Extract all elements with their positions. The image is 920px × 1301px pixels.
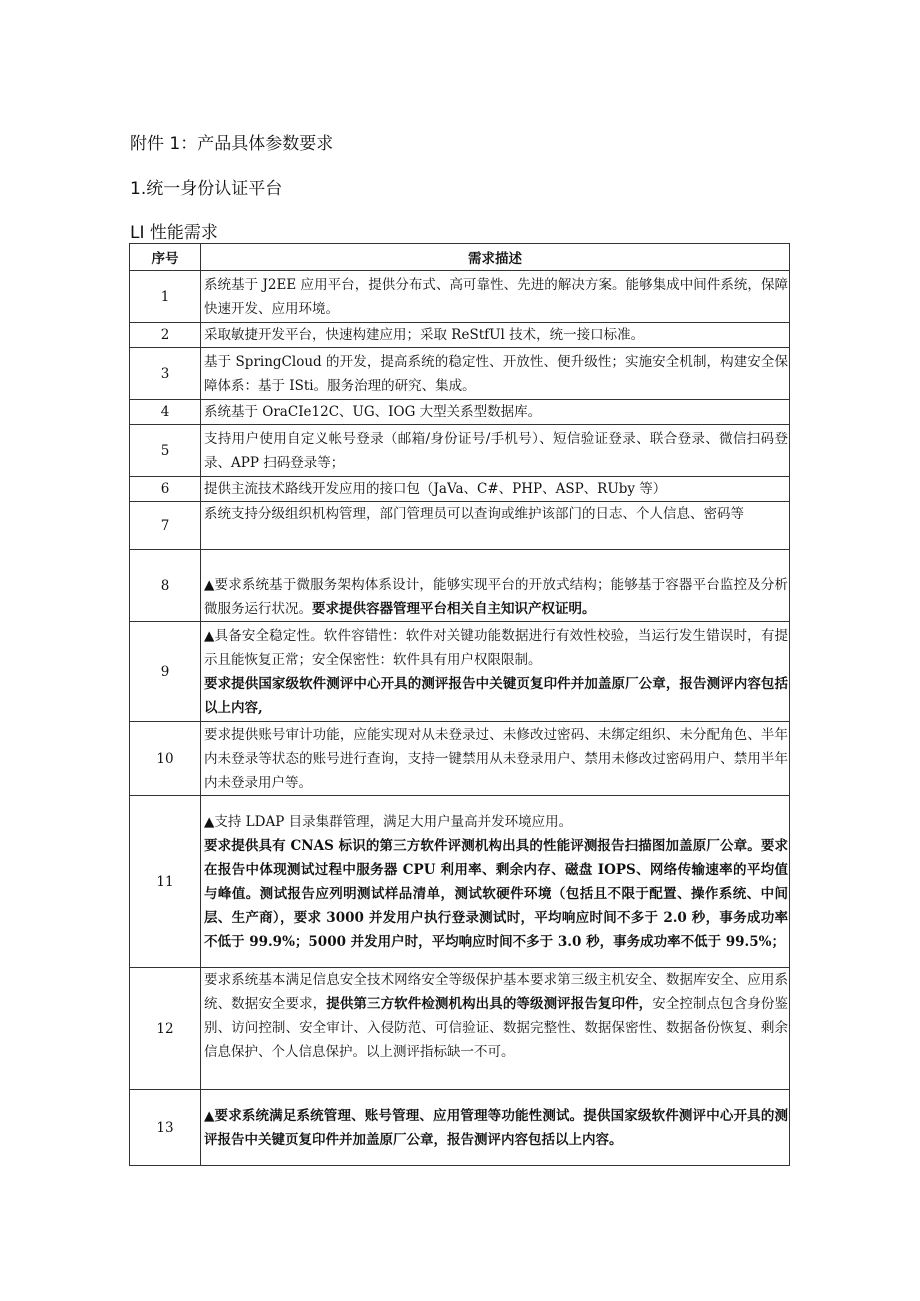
row-description bbox=[201, 1090, 790, 1166]
table-row bbox=[130, 622, 790, 722]
table-row bbox=[130, 477, 790, 502]
bold-requirement-text: 要求提供容器管理平台相关自主知识产权证明。 bbox=[312, 601, 596, 617]
row-number: 10 bbox=[130, 722, 201, 796]
table-row bbox=[130, 502, 790, 550]
bold-requirement-text: 要求提供具有 CNAS 标识的第三方软件评测机构出具的性能评测报告扫描图加盖原厂公章。要求在报告中体现测试过程中服务器 CPU 利用率、剩余内存、磁盘 IOPS、网络传输速率的平均值与峰值。测试报告应列明测试样品清单，测试软硬件环境（包括且不限于配置、操作系统、中间层、生产商），要求 3000 并发用户执行登录测试时，平均响应时间不多于 2.0 秒，事务成功率不低于 99.9%；5000 并发用户时，平均响应时间不多于 3.0 秒，事务成功率不低于 99.5%； bbox=[204, 837, 788, 950]
row-number: 2 bbox=[130, 323, 201, 348]
table-row bbox=[130, 323, 790, 348]
row-number: 4 bbox=[130, 400, 201, 425]
table-row bbox=[130, 1090, 790, 1166]
table-row bbox=[130, 271, 790, 323]
requirement-text: 系统基于 J2EE 应用平台，提供分布式、高可靠性、先进的解决方案。能够集成中间件系统，保障快速开发、应用环境。 bbox=[204, 276, 788, 317]
bold-requirement-text: 要求提供国家级软件测评中心开具的测评报告中关键页复印件并加盖原厂公章，报告测评内容包括以上内容, bbox=[204, 675, 788, 716]
row-number: 3 bbox=[130, 348, 201, 400]
section-title: 1.统一身份认证平台 bbox=[130, 179, 283, 199]
row-description bbox=[201, 502, 790, 550]
row-number: 11 bbox=[130, 796, 201, 968]
row-number: 5 bbox=[130, 425, 201, 477]
requirement-text: 系统支持分级组织机构管理，部门管理员可以查询或维护该部门的日志、个人信息、密码等 bbox=[204, 506, 744, 522]
row-description bbox=[201, 425, 790, 477]
row-number: 9 bbox=[130, 622, 201, 722]
row-description bbox=[201, 400, 790, 425]
row-number: 13 bbox=[130, 1090, 201, 1166]
requirement-text: 安全控制点包含身份鉴别、访问控制、安全审计、入侵防范、可信验证、数据完整性、数据保密性、数据备份恢复、剩余信息保护、个人信息保护。以上测评指标缺一不可。 bbox=[204, 996, 788, 1060]
row-description bbox=[201, 550, 790, 622]
subsection-title: LI 性能需求 bbox=[130, 223, 218, 243]
table-row bbox=[130, 722, 790, 796]
row-description bbox=[201, 722, 790, 796]
row-number: 6 bbox=[130, 477, 201, 502]
table-row bbox=[130, 400, 790, 425]
row-description bbox=[201, 622, 790, 722]
requirements-table bbox=[129, 243, 790, 1166]
table-row bbox=[130, 425, 790, 477]
row-description bbox=[201, 323, 790, 348]
row-description bbox=[201, 477, 790, 502]
requirement-text: 支持用户使用自定义帐号登录（邮箱/身份证号/手机号）、短信验证登录、联合登录、微信扫码登录、APP 扫码登录等； bbox=[204, 430, 788, 471]
table-header-row bbox=[130, 244, 790, 271]
requirement-text: ▲要求系统基于微服务架构体系设计，能够实现平台的开放式结构；能够基于容器平台监控及分析微服务运行状况。 bbox=[204, 577, 788, 617]
requirement-text: 提供主流技术路线开发应用的接口包（JaVa、C#、PHP、ASP、RUby 等） bbox=[204, 481, 667, 497]
row-number: 1 bbox=[130, 271, 201, 323]
requirement-text: 要求提供账号审计功能，应能实现对从未登录过、未修改过密码、未绑定组织、未分配角色、半年内未登录等状态的账号进行查询，支持一键禁用从未登录用户、禁用未修改过密码用户、禁用半年内未登录用户等。 bbox=[204, 726, 788, 791]
row-number: 7 bbox=[130, 502, 201, 550]
requirement-text: 基于 SpringCloud 的开发，提高系统的稳定性、开放性、便升级性；实施安全机制，构建安全保障体系：基于 ISti。服务治理的研究、集成。 bbox=[204, 353, 788, 394]
requirement-text: 系统基于 OraCIe12C、UG、IOG 大型关系型数据库。 bbox=[204, 404, 542, 420]
row-description bbox=[201, 348, 790, 400]
bold-requirement-text: 提供第三方软件检测机构出具的等级测评报告复印件， bbox=[326, 996, 653, 1012]
row-description bbox=[201, 271, 790, 323]
row-number: 12 bbox=[130, 968, 201, 1090]
table-row bbox=[130, 348, 790, 400]
row-description bbox=[201, 796, 790, 968]
requirement-text: 采取敏捷开发平台，快速构建应用；采取 ReStfUl 技术，统一接口标准。 bbox=[204, 327, 645, 343]
table-row bbox=[130, 550, 790, 622]
header-no: 序号 bbox=[130, 244, 201, 271]
requirement-text: ▲具备安全稳定性。软件容错性：软件对关键功能数据进行有效性校验，当运行发生错误时，有提示且能恢复正常；安全保密性：软件具有用户权限限制。 bbox=[204, 627, 788, 668]
table-row bbox=[130, 796, 790, 968]
table-row bbox=[130, 968, 790, 1090]
header-desc: 需求描述 bbox=[201, 244, 790, 271]
row-number: 8 bbox=[130, 550, 201, 622]
requirement-text: ▲支持 LDAP 目录集群管理，满足大用户量高并发环境应用。 bbox=[204, 813, 573, 830]
attachment-title: 附件 1：产品具体参数要求 bbox=[130, 134, 334, 154]
row-description bbox=[201, 968, 790, 1090]
bold-requirement-text: ▲要求系统满足系统管理、账号管理、应用管理等功能性测试。提供国家级软件测评中心开具的测评报告中关键页复印件并加盖原厂公章，报告测评内容包括以上内容。 bbox=[204, 1107, 788, 1148]
requirement-text: 要求系统基本满足信息安全技术网络安全等级保护基本要求第三级主机安全、数据库安全、应用系统、数据安全要求， bbox=[204, 972, 788, 1012]
